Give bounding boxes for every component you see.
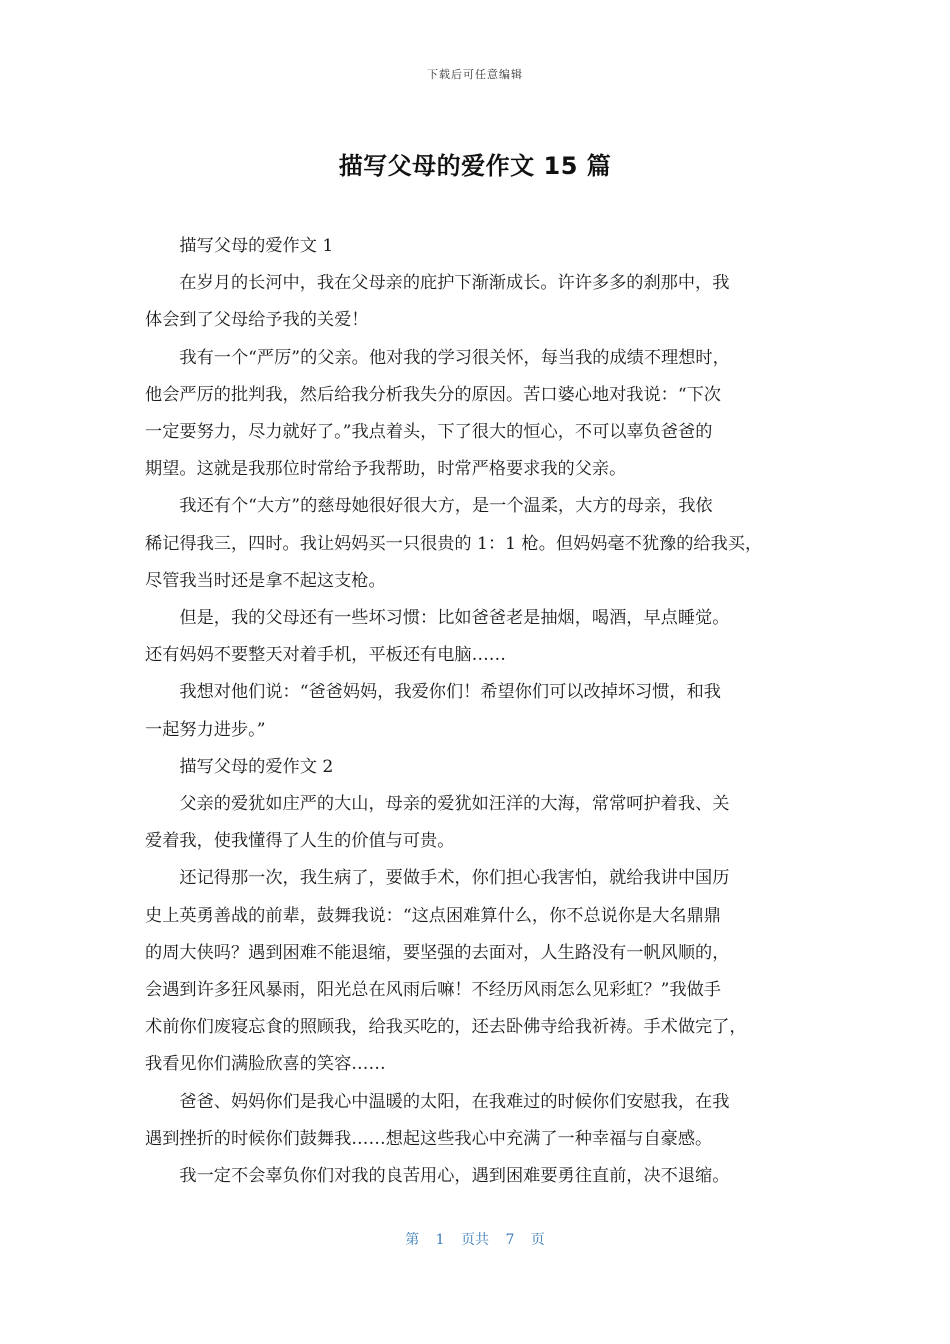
paragraph-line: 爸爸、妈妈你们是我心中温暖的太阳，在我难过的时候你们安慰我，在我 — [179, 1091, 730, 1112]
paragraph-line: 史上英勇善战的前辈，鼓舞我说：“这点困难算什么，你不总说你是大名鼎鼎 — [145, 905, 721, 926]
paragraph-line: 描写父母的爱作文 1 — [179, 236, 334, 256]
paragraph — [145, 674, 815, 748]
paragraph — [145, 860, 815, 1083]
paragraph-line: 在岁月的长河中，我在父母亲的庇护下渐渐成长。许许多多的刹那中，我 — [179, 273, 730, 294]
paragraph-line: 期望。这就是我那位时常给予我帮助，时常严格要求我的父亲。 — [145, 459, 627, 480]
paragraph — [145, 786, 815, 860]
paragraph-line: 我一定不会辜负你们对我的良苦用心，遇到困难要勇往直前，决不退缩。 — [179, 1166, 730, 1187]
document-title: 描写父母的爱作文 15 篇 — [338, 152, 612, 180]
paragraph-line: 父亲的爱犹如庄严的大山，母亲的爱犹如汪洋的大海，常常呵护着我、关 — [179, 794, 730, 815]
page-number-footer: 第 1 页共 7 页 — [405, 1232, 545, 1248]
paragraph-line: 但是，我的父母还有一些坏习惯：比如爸爸老是抽烟，喝酒，早点睡觉。 — [179, 608, 730, 629]
paragraph-line: 描写父母的爱作文 2 — [179, 756, 334, 777]
paragraph-line: 我有一个“严厉”的父亲。他对我的学习很关怀，每当我的成绩不理想时， — [179, 347, 730, 368]
paragraph — [145, 1158, 815, 1195]
paragraph-line: 我看见你们满脸欣喜的笑容…… — [145, 1054, 386, 1075]
paragraph-line: 还记得那一次，我生病了，要做手术，你们担心我害怕，就给我讲中国历 — [179, 868, 730, 889]
paragraph-line: 我还有个“大方”的慈母她很好很大方，是一个温柔，大方的母亲，我依 — [179, 496, 713, 517]
paragraph-line: 我想对他们说：“爸爸妈妈，我爱你们！希望你们可以改掉坏习惯，和我 — [179, 682, 721, 703]
paragraph-line: 一定要努力，尽力就好了。”我点着头，下了很大的恒心，不可以辜负爸爸的 — [145, 422, 713, 443]
paragraph-line: 的周大侠吗？遇到困难不能退缩，要坚强的去面对，人生路没有一帆风顺的， — [145, 942, 730, 963]
paragraph — [145, 600, 815, 674]
paragraph-line: 术前你们废寝忘食的照顾我，给我买吃的，还去卧佛寺给我祈祷。手术做完了， — [145, 1017, 747, 1038]
paragraph — [145, 228, 815, 265]
paragraph-line: 遇到挫折的时候你们鼓舞我……想起这些我心中充满了一种幸福与自豪感。 — [145, 1128, 713, 1149]
paragraph — [145, 265, 815, 339]
paragraph-line: 体会到了父母给予我的关爱！ — [145, 310, 369, 331]
paragraph — [145, 340, 815, 489]
paragraph — [145, 488, 815, 600]
paragraph-line: 他会严厉的批判我，然后给我分析我失分的原因。苦口婆心地对我说：“下次 — [145, 384, 721, 405]
paragraph-line: 稀记得我三，四时。我让妈妈买一只很贵的 1：1 枪。但妈妈毫不犹豫的给我买， — [145, 533, 763, 554]
paragraph-line: 爱着我，使我懂得了人生的价值与可贵。 — [145, 831, 455, 852]
paragraph-line: 一起努力进步。” — [145, 719, 266, 740]
paragraph — [145, 749, 815, 786]
document-body — [145, 228, 815, 1195]
paragraph-line: 尽管我当时还是拿不起这支枪。 — [145, 570, 386, 591]
paragraph — [145, 1084, 815, 1158]
header-note: 下载后可任意编辑 — [427, 68, 523, 81]
paragraph-line: 会遇到许多狂风暴雨，阳光总在风雨后嘛！不经历风雨怎么见彩虹？”我做手 — [145, 980, 721, 1001]
paragraph-line: 还有妈妈不要整天对着手机，平板还有电脑…… — [145, 645, 506, 666]
